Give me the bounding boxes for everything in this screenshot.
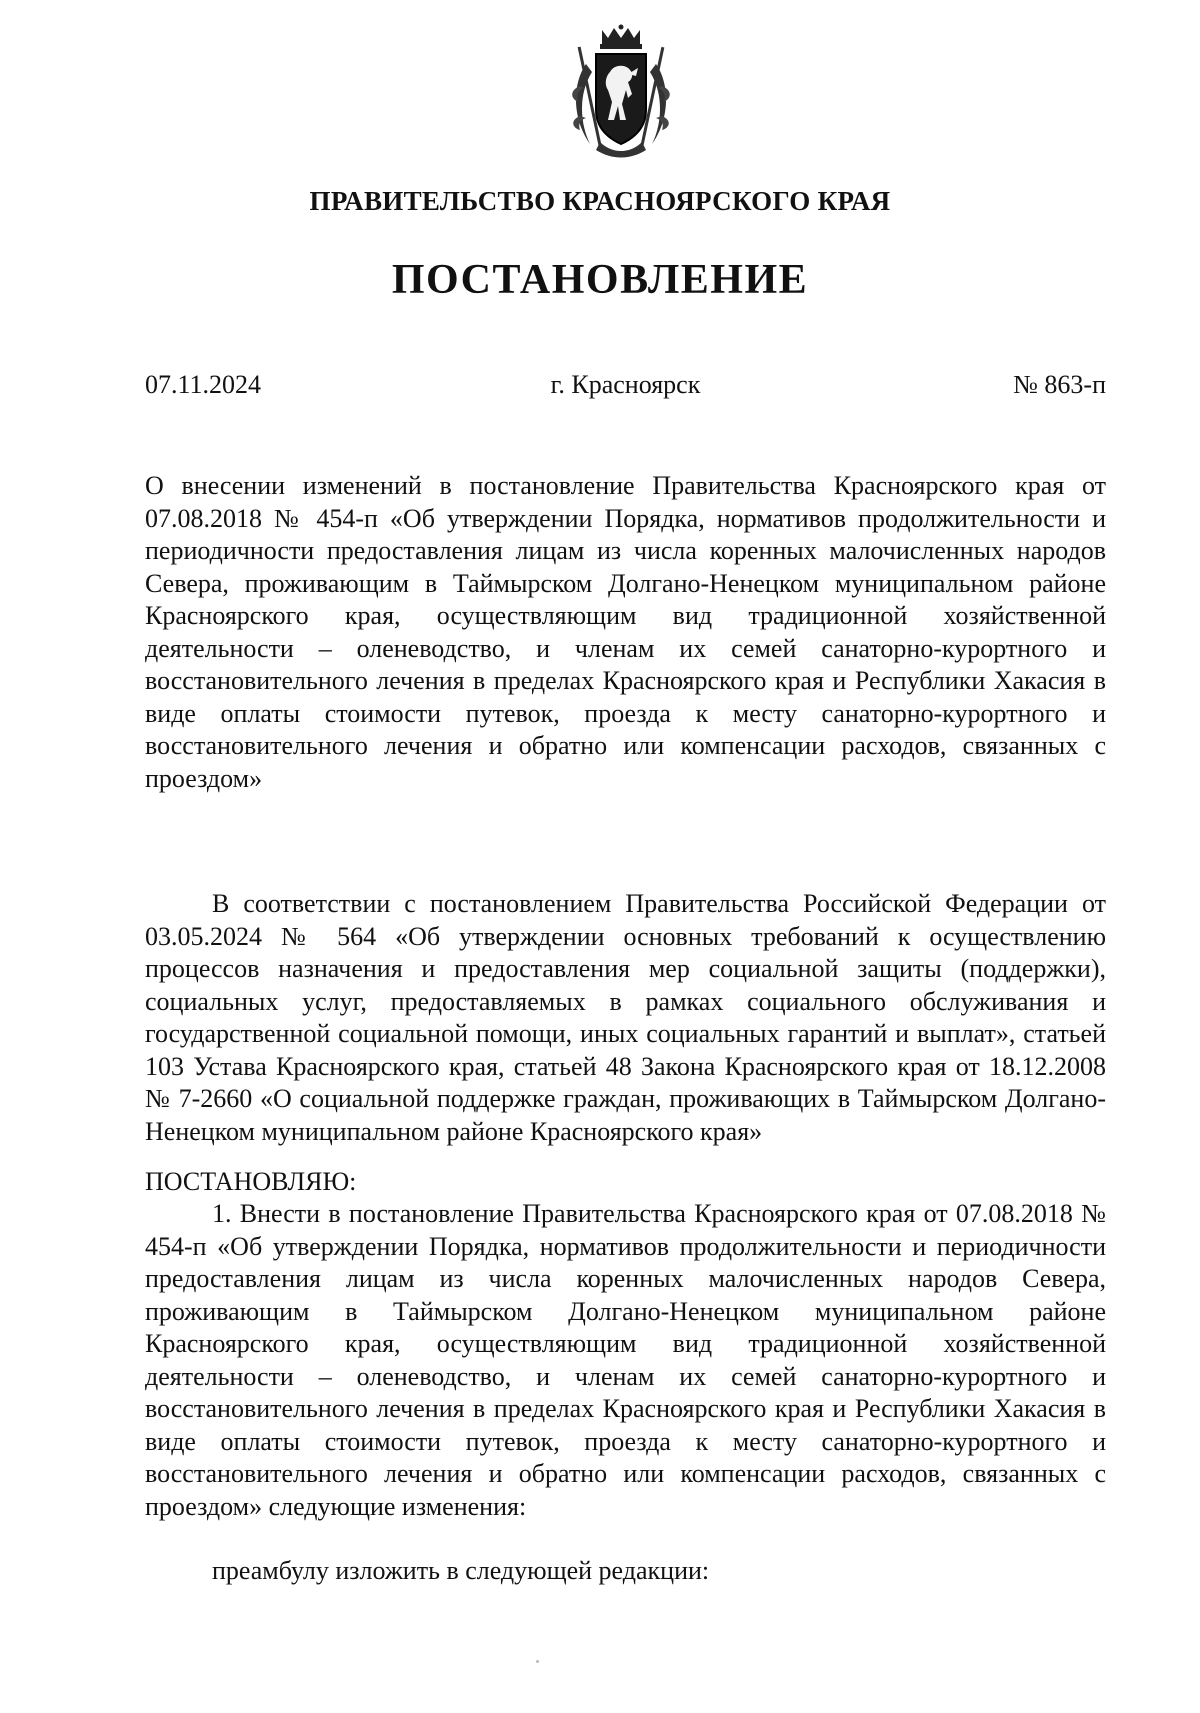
preamble-paragraph: В соответствии с постановлением Правительства Российской Федерации от 03.05.2024 № 564 «Об утверждении основных требований к осуществлению процессов назначения и предоставления мер социальной защиты (поддержки), социальных услуг, предоставляемых в рамках социального обслуживания и государственной социальной помощи, иных социальных гарантий и выплат», статьей 103 Устава Красноярского края, статьей 48 Закона Красноярского края от 18.12.2008 № 7-2660 «О социальной поддержке граждан, проживающих в Таймырском Долгано-Ненецком муниципальном районе Красноярского края» [145, 889, 1106, 1146]
krasnoyarsk-coat-of-arms-icon [566, 24, 676, 160]
document-city: г. Красноярск [550, 370, 701, 399]
instruction-paragraph: преамбулу изложить в следующей редакции: [212, 1556, 710, 1585]
document-subject: О внесении изменений в постановление Правительства Красноярского края от 07.08.2018 № 454-п «Об утверждении Порядка, нормативов продолжительности и периодичности предоставления лицам из числа коренных малочисленных народов Севера, проживающим в Таймырском Долгано-Ненецком муниципальном районе Красноярского края, осуществляющим вид традиционной хозяйственной деятельности – оленеводство, и членам их семей санаторно-курортного и восстановительного лечения в пределах Красноярского края и Республики Хакасия в виде оплаты стоимости путевок, проезда к месту санаторно-курортного и восстановительного лечения и обратно или компенсации расходов, связанных с проездом» [145, 471, 1106, 793]
document-meta-row [145, 370, 1106, 406]
document-type-title: ПОСТАНОВЛЕНИЕ [391, 257, 809, 303]
organization-title: ПРАВИТЕЛЬСТВО КРАСНОЯРСКОГО КРАЯ [309, 186, 891, 216]
document-date: 07.11.2024 [145, 370, 262, 399]
document-number: № 863-п [1013, 370, 1106, 399]
item-1-paragraph: 1. Внести в постановление Правительства Красноярского края от 07.08.2018 № 454-п «Об утверждении Порядка, нормативов продолжительности и периодичности предоставления лицам из числа коренных малочисленных народов Севера, проживающим в Таймырском Долгано-Ненецком муниципальном районе Красноярского края, осуществляющим вид традиционной хозяйственной деятельности – оленеводство, и членам их семей санаторно-курортного и восстановительного лечения в пределах Красноярского края и Республики Хакасия в виде оплаты стоимости путевок, проезда к месту санаторно-курортного и восстановительного лечения и обратно или компенсации расходов, связанных с проездом» следующие изменения: [145, 1199, 1106, 1521]
scan-artifact [536, 1660, 539, 1663]
decree-word: ПОСТАНОВЛЯЮ: [145, 1167, 357, 1196]
